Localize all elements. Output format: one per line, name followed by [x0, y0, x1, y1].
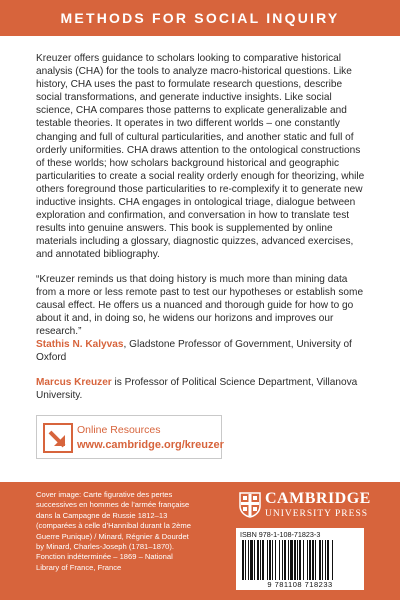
isbn-label: ISBN 978-1-108-71823-3: [240, 530, 321, 539]
series-header-band: [0, 0, 400, 36]
publisher-press: UNIVERSITY PRESS: [265, 509, 369, 519]
online-resources-link[interactable]: www.cambridge.org/kreuzer: [77, 439, 224, 451]
barcode-box: [236, 528, 364, 590]
series-title: METHODS FOR SOCIAL INQUIRY: [60, 10, 340, 26]
endorsement-text: “Kreuzer reminds us that doing history is much more than mining data from a more or less remote past to test our hypotheses or establish some causal effect. He offers us a nuanced and thorough guide for how to go about it and, in doing so, he widens our horizons and improves our research.”: [36, 273, 364, 337]
main-content: [36, 52, 366, 402]
arrow-box-icon: [43, 423, 73, 453]
endorser-affiliation: , Gladstone Professor of Government, University of Oxford: [36, 338, 352, 364]
endorser-name: Stathis N. Kalyvas: [36, 338, 124, 350]
author-bio-text: is Professor of Political Science Department, Villanova University.: [36, 377, 358, 402]
author-name: Marcus Kreuzer: [36, 377, 112, 389]
barcode-icon: [240, 540, 360, 580]
barcode-number: 9 781108 718233: [267, 580, 333, 589]
online-resources-title: Online Resources: [77, 424, 161, 436]
online-resources-box[interactable]: [36, 415, 222, 459]
publisher-name: CAMBRIDGE: [265, 490, 371, 507]
author-bio: [36, 376, 366, 402]
cover-image-credit: Cover image: Carte figurative des pertes successives en hommes de l’armée française dans la Campagne de Russie 1812–13 (comparées à celle d’Hannibal durant la 2ème Guerre Punique) / Minard, Régnier & Dourdet by Minard, Charles-Joseph (1781–1870). Fonction indéterminée – 1869 – National Library of France, France: [36, 490, 191, 572]
cambridge-crest-icon: [239, 492, 261, 518]
endorsement-quote: [36, 273, 366, 365]
book-description: Kreuzer offers guidance to scholars looking to comparative historical analysis (CHA) for the tools to analyze macro-historical questions. Like history, CHA uses the past to formulate research questions, describe social transformations, and generate inductive insights. Like social science, CHA compares those patterns to explicate generalizable and testable theories. It operates in two different worlds – one constantly changing and full of cultural particularities, and another static and full of orderly uniformities. CHA draws attention to the ontological constructions of these worlds; how scholars background historical and geographic particularities to create a social reality orderly enough for theorizing, while others foreground those particularities to re-complexify it to generate new inductive insights. CHA engages in ontological triage, dialogue between exploration and confirmation, and conversation in how to translate test results into genuine answers. This book is supplemented by online materials including a glossary, diagnostic quizzes, advanced exercises, and annotated bibliography.: [36, 53, 365, 261]
